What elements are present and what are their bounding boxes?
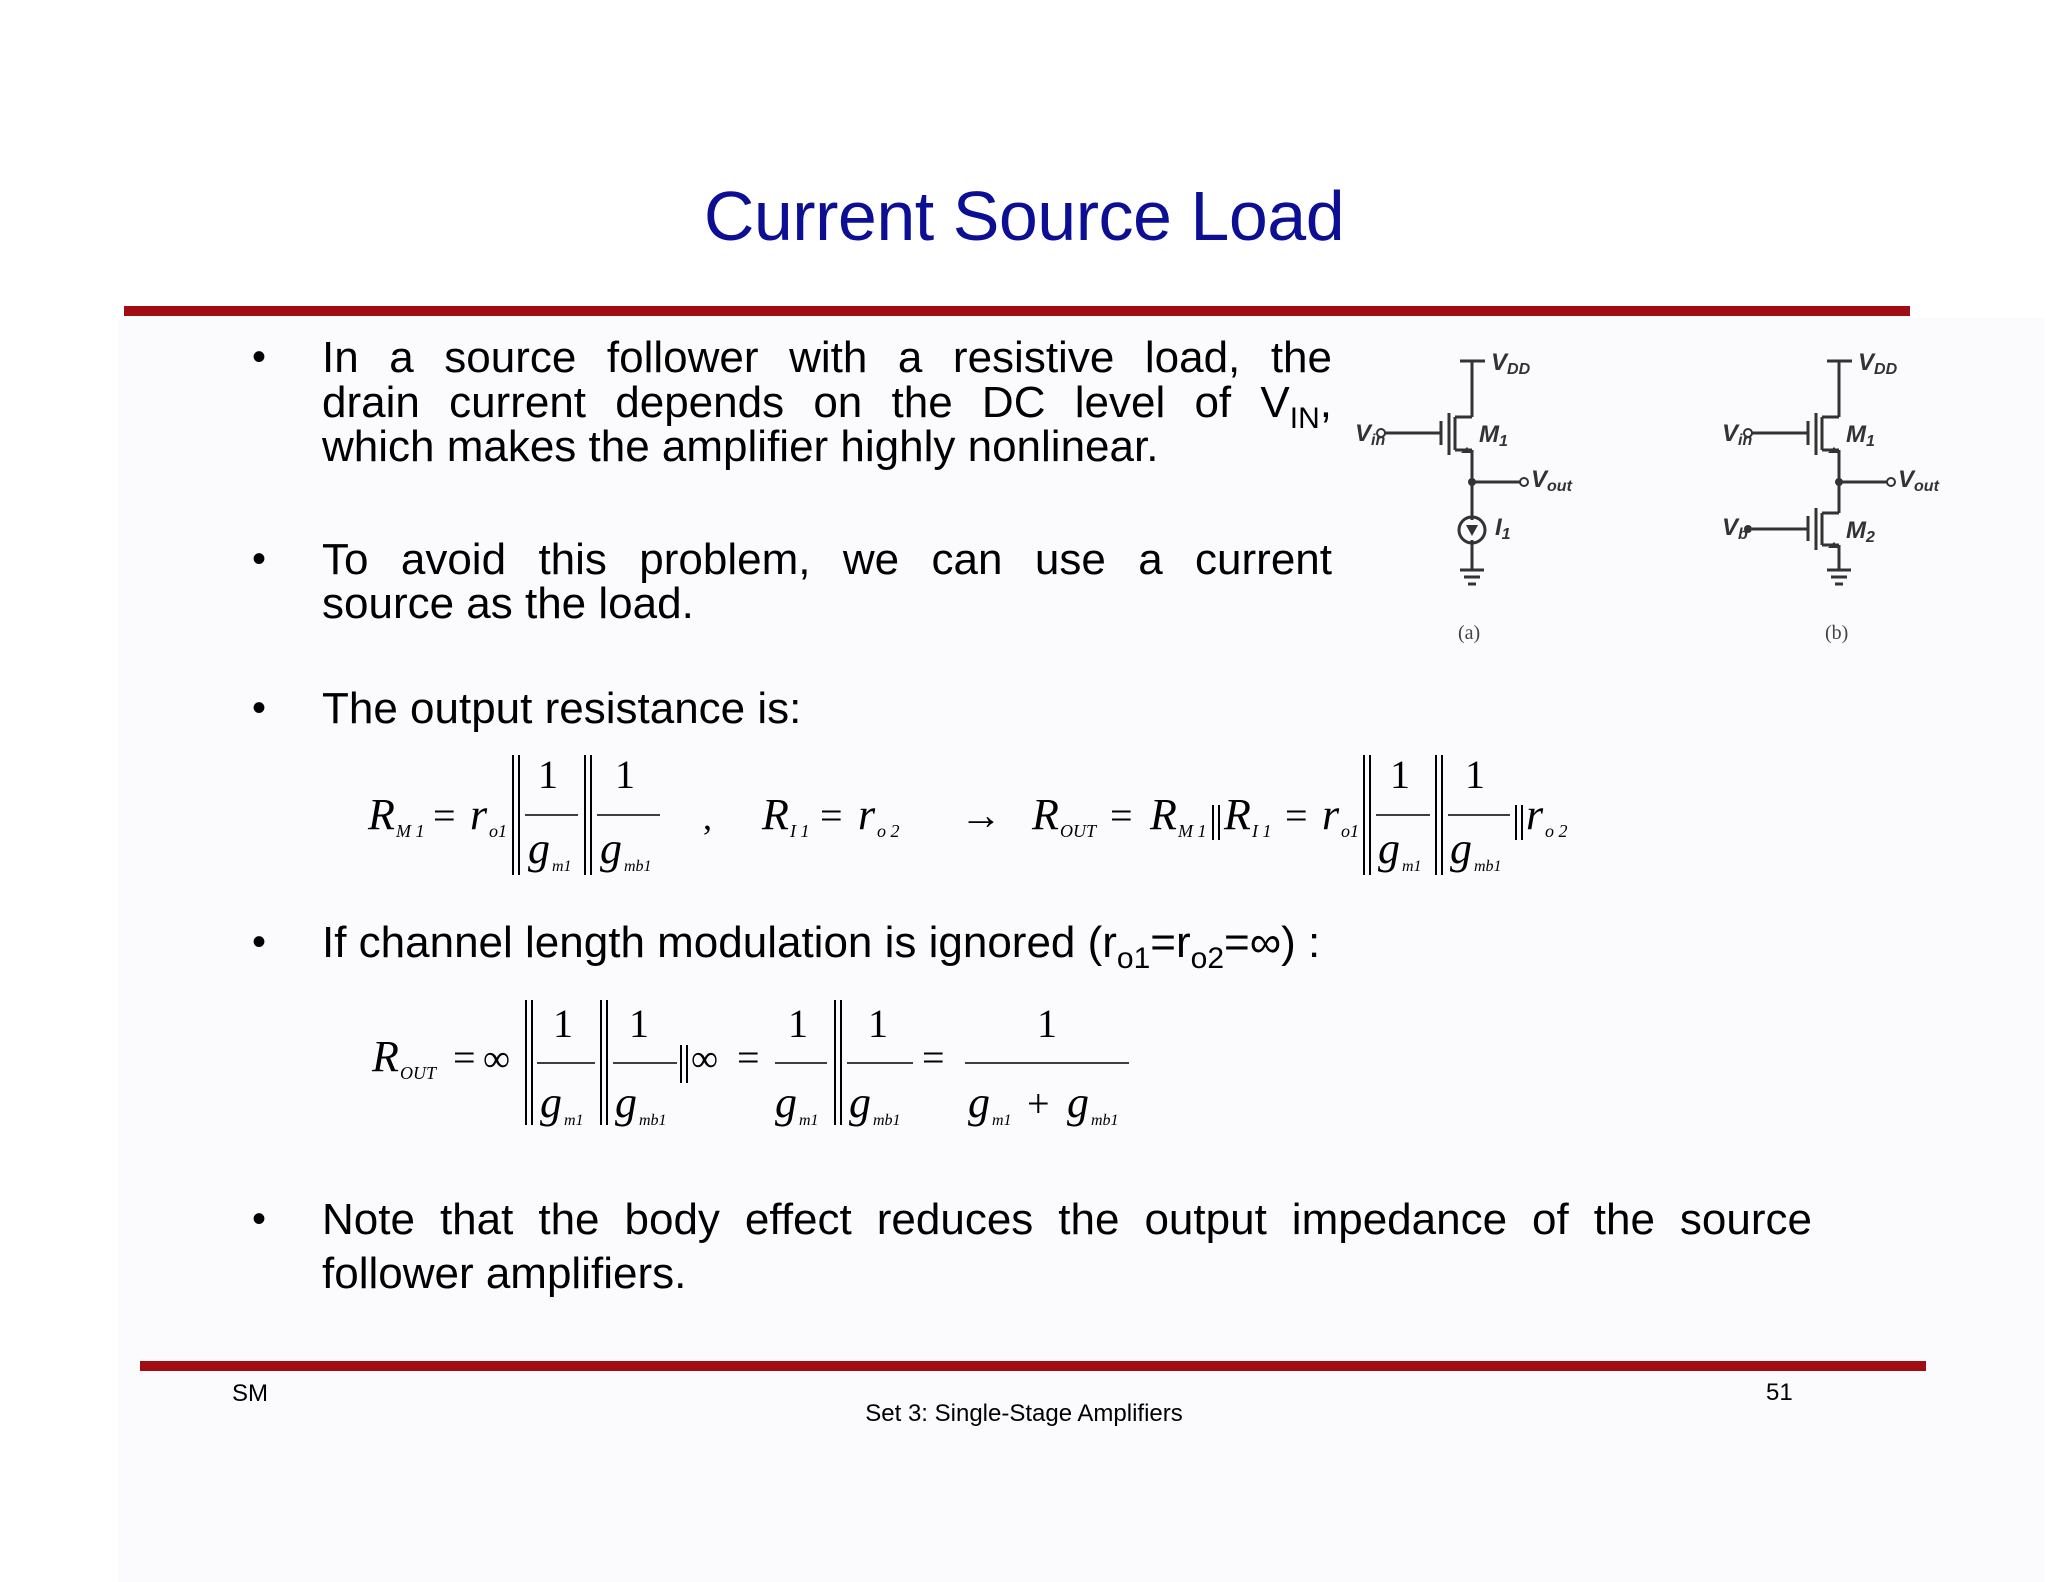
svg-text:,: , [703, 797, 712, 837]
svg-text:=: = [453, 1035, 476, 1080]
svg-text:o 2: o 2 [877, 821, 900, 841]
svg-text:g: g [528, 824, 550, 873]
svg-text:(b): (b) [1825, 622, 1849, 644]
svg-text:R: R [1150, 790, 1177, 839]
top-rule [124, 306, 1910, 316]
svg-text:=: = [1285, 793, 1308, 838]
circuit-diagram-b [1722, 345, 1952, 650]
svg-text:M1: M1 [1479, 421, 1508, 450]
svg-text:mb1: mb1 [873, 1112, 901, 1129]
svg-text:R: R [372, 1032, 399, 1081]
svg-text:r: r [470, 790, 488, 839]
bullet-marker: • [252, 537, 267, 581]
svg-text:r: r [1526, 790, 1544, 839]
svg-text:1: 1 [538, 752, 558, 797]
footer-title: Set 3: Single-Stage Amplifiers [865, 1400, 1183, 1427]
svg-text:g: g [849, 1078, 871, 1127]
svg-text:1: 1 [868, 1001, 888, 1046]
svg-text:m1: m1 [564, 1112, 584, 1129]
svg-text:g: g [615, 1078, 637, 1127]
svg-text:VDD: VDD [1858, 349, 1898, 378]
svg-text:m1: m1 [799, 1112, 819, 1129]
svg-text:M1: M1 [1846, 421, 1875, 450]
svg-text:+: + [1027, 1081, 1050, 1126]
svg-text:o1: o1 [489, 821, 507, 841]
svg-text:=: = [820, 793, 843, 838]
svg-text:g: g [1450, 824, 1472, 873]
svg-text:mb1: mb1 [1091, 1112, 1119, 1129]
svg-text:=: = [922, 1035, 945, 1080]
equation-output-resistance-ideal [365, 995, 1145, 1135]
bullet-marker: • [252, 686, 267, 730]
svg-text:(a): (a) [1458, 622, 1481, 644]
svg-text:m1: m1 [552, 858, 572, 875]
svg-text:=: = [1110, 793, 1133, 838]
bullet-1-line-2: drain current depends on the DC level of $V_{IN}$, [322, 378, 1332, 435]
bottom-rule [140, 1361, 1926, 1371]
svg-text:1: 1 [629, 1001, 649, 1046]
svg-text:1: 1 [1037, 1001, 1057, 1046]
svg-text:R: R [762, 790, 789, 839]
svg-text:g: g [1378, 824, 1400, 873]
svg-text:m1: m1 [992, 1112, 1012, 1129]
bullet-5-line-1: Note that the body effect reduces the output impedance of the source [322, 1195, 1812, 1244]
circuit-diagram-a [1355, 345, 1585, 650]
page-number: 51 [1766, 1379, 1793, 1406]
svg-text:OUT: OUT [1060, 821, 1097, 841]
bullet-1-line-1: In a source follower with a resistive load, the [322, 333, 1332, 382]
bullet-4-text: If channel length modulation is ignored $(r_{o1}=r_{o2}=\infty)$ : [322, 918, 1321, 975]
svg-text:I1: I1 [1495, 514, 1511, 543]
svg-text:I 1: I 1 [1252, 821, 1272, 841]
svg-text:g: g [775, 1078, 797, 1127]
svg-text:Vout: Vout [1898, 466, 1939, 495]
svg-text:I 1: I 1 [790, 821, 810, 841]
svg-text:=: = [737, 1035, 760, 1080]
svg-text:1: 1 [615, 752, 635, 797]
bullet-marker: • [252, 1197, 267, 1241]
equation-output-resistance [360, 745, 1580, 885]
svg-text:→: → [960, 793, 1002, 839]
svg-text:1: 1 [1390, 752, 1410, 797]
svg-text:1: 1 [553, 1001, 573, 1046]
svg-text:VDD: VDD [1491, 349, 1531, 378]
bullet-2-line-1: To avoid this problem, we can use a current [322, 535, 1332, 584]
svg-text:mb1: mb1 [1474, 858, 1502, 875]
svg-text:r: r [1322, 790, 1340, 839]
svg-text:o1: o1 [1341, 821, 1359, 841]
svg-text:mb1: mb1 [624, 858, 652, 875]
footer-author: SM [232, 1380, 268, 1407]
svg-text:R: R [1032, 790, 1059, 839]
slide-title: Current Source Load [703, 177, 1345, 255]
svg-text:Vin: Vin [1722, 420, 1753, 449]
svg-text:Vb: Vb [1722, 514, 1748, 543]
svg-text:o 2: o 2 [1545, 821, 1568, 841]
svg-text:=: = [433, 793, 456, 838]
svg-text:M 1: M 1 [396, 821, 425, 841]
bullet-marker: • [252, 335, 267, 379]
svg-text:M 1: M 1 [1178, 821, 1207, 841]
svg-text:g: g [600, 824, 622, 873]
svg-text:m1: m1 [1402, 858, 1422, 875]
svg-text:1: 1 [1465, 752, 1485, 797]
svg-text:OUT: OUT [400, 1063, 437, 1083]
svg-text:∞: ∞ [483, 1038, 511, 1080]
bullet-2-line-2: source as the load. [322, 579, 694, 628]
svg-text:Vout: Vout [1531, 466, 1572, 495]
svg-text:R: R [368, 790, 395, 839]
svg-text:R: R [1224, 790, 1251, 839]
svg-text:g: g [540, 1078, 562, 1127]
bullet-1-line-3: which makes the amplifier highly nonlinear. [322, 422, 1159, 471]
svg-text:Vin: Vin [1355, 420, 1386, 449]
svg-text:g: g [968, 1078, 990, 1127]
bullet-3-text: The output resistance is: [322, 684, 802, 733]
svg-text:g: g [1067, 1078, 1089, 1127]
svg-text:∞: ∞ [691, 1038, 719, 1080]
svg-text:r: r [858, 790, 876, 839]
svg-text:1: 1 [788, 1001, 808, 1046]
svg-text:mb1: mb1 [639, 1112, 667, 1129]
bullet-5-line-2: follower amplifiers. [322, 1249, 687, 1298]
bullet-marker: • [252, 920, 267, 964]
svg-text:M2: M2 [1846, 517, 1875, 546]
